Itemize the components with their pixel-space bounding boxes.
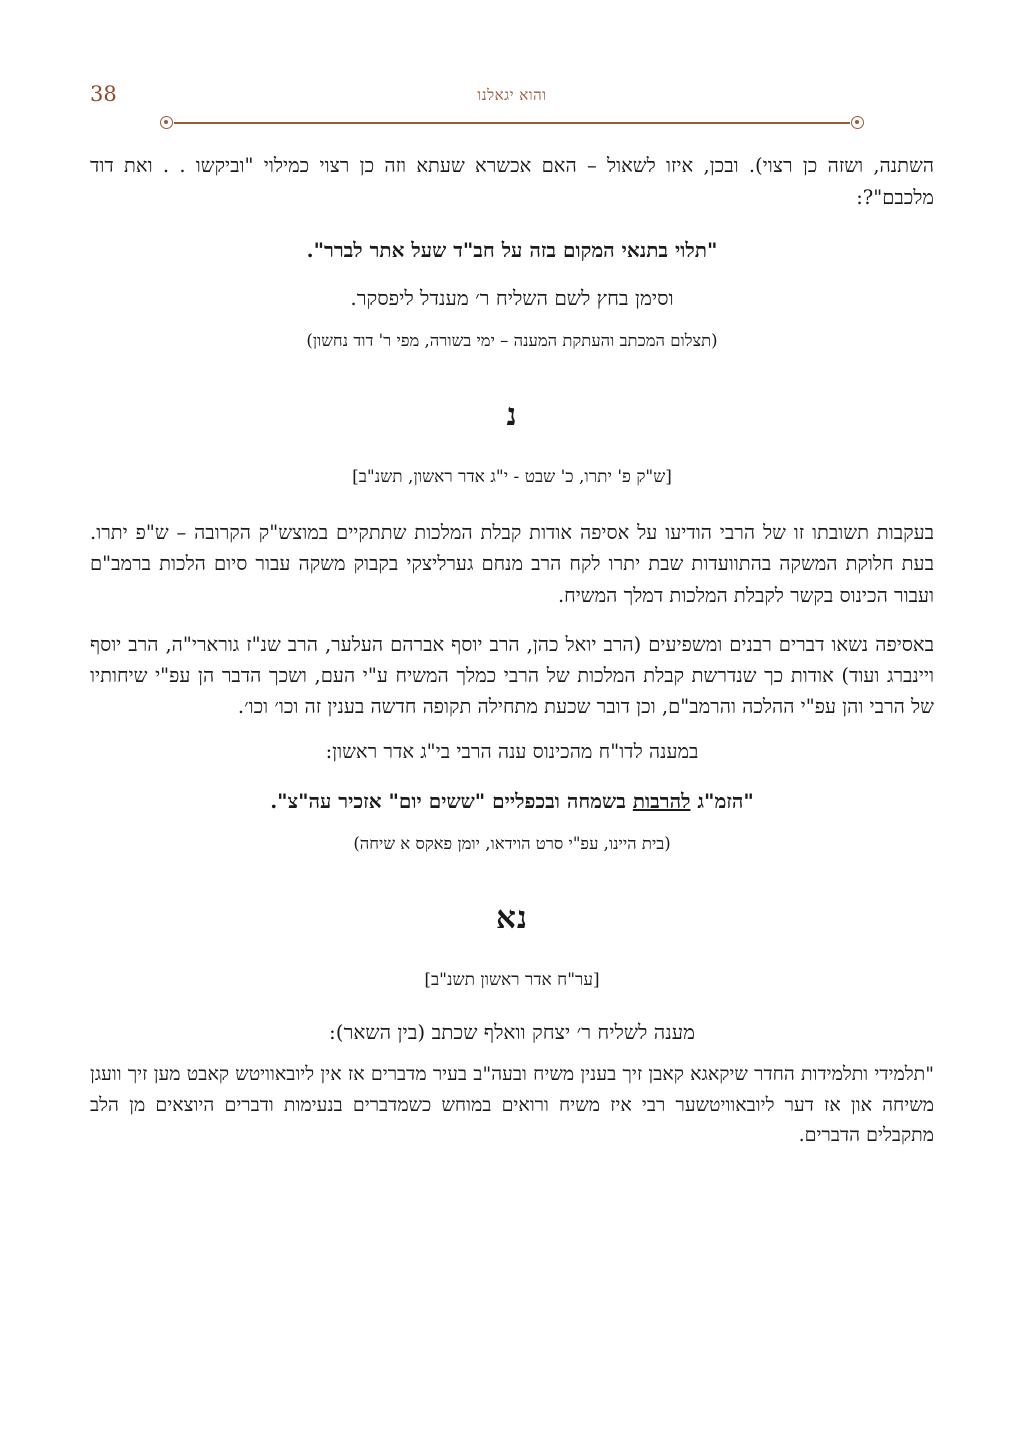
page-content bbox=[90, 150, 934, 1156]
running-title: והוא יגאלנו bbox=[477, 86, 547, 104]
section-heading-nun-alef: נא bbox=[496, 900, 528, 937]
quote-bold-nun bbox=[90, 786, 934, 816]
quote-before: "הזמ"ג bbox=[690, 789, 754, 814]
header-divider bbox=[160, 116, 864, 130]
section-subheading-nun-alef: מענה לשליח ר׳ יצחק וואלף שכתב (בין השאר): bbox=[329, 1020, 695, 1045]
circle-ornament-icon bbox=[851, 116, 864, 129]
page-header bbox=[80, 0, 944, 106]
paragraph-nun-3: במענה לדו"ח מהכינוס ענה הרבי בי"ג אדר ראשון: bbox=[325, 740, 699, 764]
quote-after: בשמחה ובכפליים "ששים יום" אזכיר עה"צ". bbox=[270, 789, 633, 814]
page-number: 38 bbox=[90, 82, 117, 106]
signature-line: וסימן בחץ לשם השליח ר׳ מענדל ליפסקר. bbox=[350, 286, 674, 311]
divider-line bbox=[174, 122, 850, 124]
quote-bold-response: "תלוי בתנאי המקום בזה על חב"ד שעל אתר לברר". bbox=[306, 238, 718, 263]
circle-ornament-icon bbox=[160, 116, 173, 129]
section-heading-nun: נ bbox=[506, 397, 518, 434]
section-date-nun: [ש"ק פ' יתרו, כ' שבט - י"ג אדר ראשון, תשנ"ב] bbox=[352, 467, 672, 488]
source-note: (תצלום המכתב והעתקת המענה – ימי בשורה, מפי ר' דוד נחשון) bbox=[306, 331, 718, 351]
source-note-nun: (בית היינו, עפ"י סרט הוידאו, יומן פאקס א שיחה) bbox=[353, 834, 671, 854]
paragraph-nun-alef-quote: "תלמידי ותלמידות החדר שיקאגא קאבן זיך בענין משיח ובעה"ב בעיר מדברים אז אין ליובאוויטש קאבט מען זיך וועגן משיחה און אז דער ליובאוויטשער רבי איז משיח ורואים במוחש כשמדברים בנעימות ודברים היוצאים מן הלב מתקבלים הדברים. bbox=[90, 1063, 934, 1147]
paragraph-nun-1: בעקבות תשובתו זו של הרבי הודיעו על אסיפה אודות קבלת המלכות שתתקיים במוצש"ק הקרובה – ש"פ יתרו. בעת חלוקת המשקה בהתוועדות שבת יתרו לקח הרב מנחם גערליצקי בקבוק משקה עבור סיום הלכות ברמב"ם ועבור הכינוס בקשר לקבלת המלכות דמלך המשיח. bbox=[90, 521, 934, 607]
quote-underlined: להרבות bbox=[632, 789, 691, 814]
paragraph-top: השתנה, ושזה כן רצוי). ובכן, איזו לשאול – האם אכשרא שעתא וזה כן רצוי כמילוי "וביקשו . . ואת דוד מלכבם"?: bbox=[90, 154, 934, 209]
section-date-nun-alef: [ער"ח אדר ראשון תשנ"ב] bbox=[424, 970, 600, 991]
paragraph-nun-2: באסיפה נשאו דברים רבנים ומשפיעים (הרב יואל כהן, הרב יוסף אברהם העלער, הרב שנ"ז גורארי"ה, הרב יוסף ויינברג ועוד) אודות כך שנדרשת קבלת המלכות של הרבי כמלך המשיח ע"י העם, ושכך הדבר הן עפ"י שיחותיו של הרבי והן עפ"י ההלכה והרמב"ם, וכן דובר שכעת מתחילה תקופה חדשה בענין זה וכו׳ וכו׳. bbox=[90, 632, 934, 719]
